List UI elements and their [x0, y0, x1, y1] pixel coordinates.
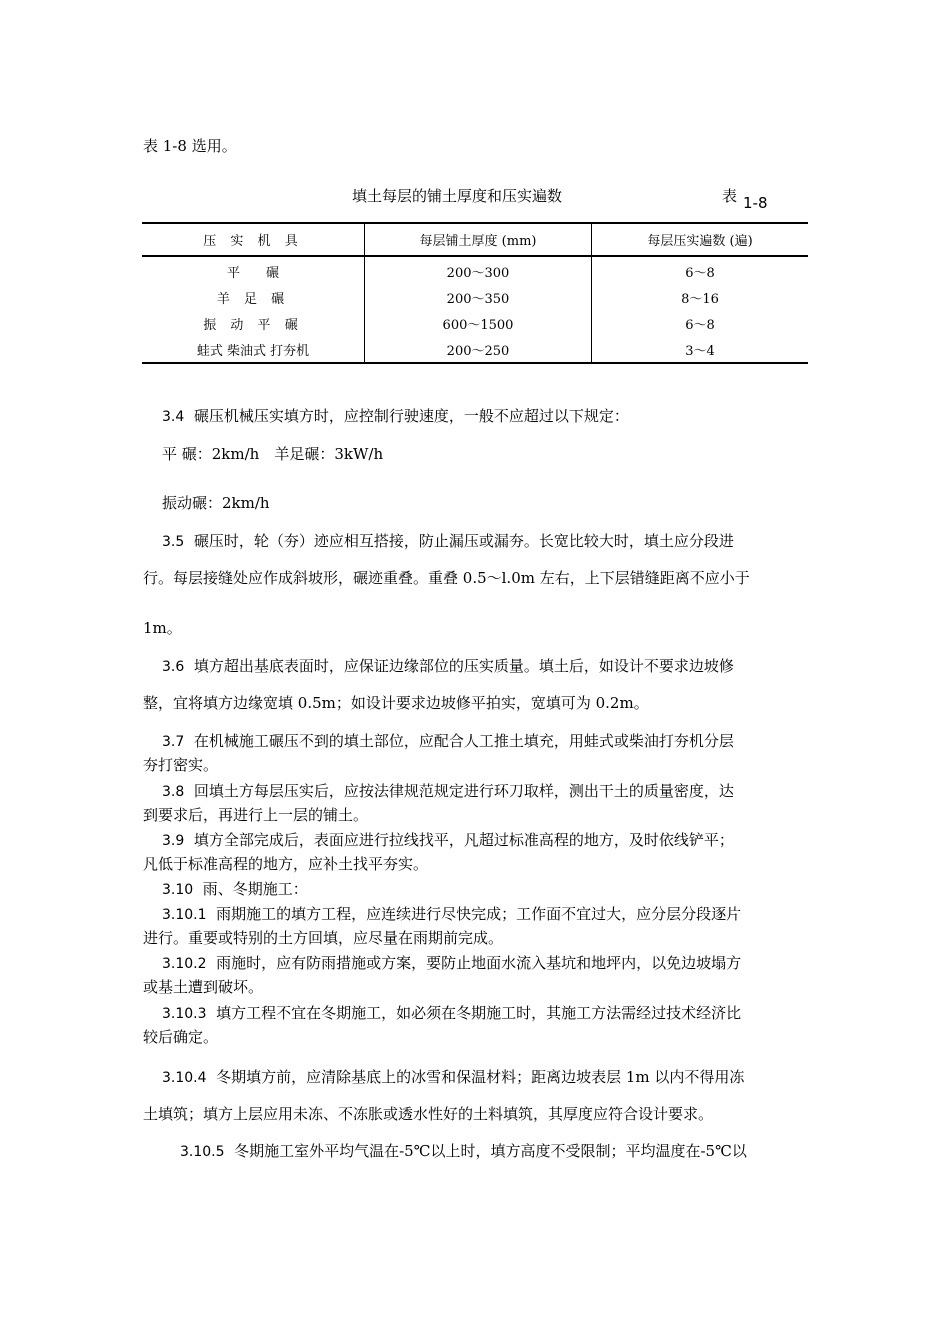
paragraph-3-10-2-line1: 3.10.2 雨施时，应有防雨措施或方案，要防止地面水流入基坑和地坪内，以免边坡塌方 [162, 954, 742, 972]
table-header-row [142, 223, 808, 256]
paragraph-3-9-line2: 凡低于标准高程的地方，应补土找平夯实。 [143, 855, 429, 873]
header-passes: 每层压实遍数 (遍) [592, 223, 809, 256]
paragraph-3-10-3-line1: 3.10.3 填方工程不宜在冬期施工，如必须在冬期施工时，其施工方法需经过技术经济比 [162, 1004, 742, 1022]
cell-thickness: 200～250 [365, 336, 592, 363]
paragraph-3-10-2-line2: 或基土遭到破坏。 [143, 978, 264, 996]
table-row [142, 284, 808, 310]
paragraph-3-4: 3.4 碾压机械压实填方时，应控制行驶速度，一般不应超过以下规定： [162, 407, 629, 425]
table-title: 填土每层的铺土厚度和压实遍数 [352, 187, 563, 205]
table-number: 1-8 [743, 194, 768, 212]
paragraph-3-10-4-line1: 3.10.4 冬期填方前，应清除基底上的冰雪和保温材料；距离边坡表层 1m 以内不得用冻 [162, 1068, 745, 1086]
paragraph-3-9-line1: 3.9 填方全部完成后，表面应进行拉线找平，凡超过标准高程的地方，及时依线铲平； [162, 831, 734, 849]
paragraph-3-8-line2: 到要求后，再进行上一层的铺土。 [143, 806, 369, 824]
speed-limits-1: 平 碾：2km/h 羊足碾：3kW/h [162, 445, 384, 463]
paragraph-3-10: 3.10 雨、冬期施工： [162, 880, 308, 898]
paragraph-3-6-line2: 整，宜将填方边缘宽填 0.5m；如设计要求边坡修平拍实，宽填可为 0.2m。 [143, 694, 649, 712]
table-row [142, 256, 808, 284]
cell-machine: 羊 足 碾 [142, 284, 365, 310]
compaction-table [142, 222, 808, 364]
paragraph-3-10-5-line1: 3.10.5 冬期施工室外平均气温在-5℃以上时，填方高度不受限制；平均温度在-5℃以 [180, 1142, 747, 1160]
cell-passes: 6～8 [685, 317, 715, 333]
cell-machine: 平 碾 [142, 256, 365, 284]
paragraph-3-10-3-line2: 较后确定。 [143, 1028, 219, 1046]
header-machine: 压 实 机 具 [142, 223, 365, 256]
paragraph-3-5-line2: 行。每层接缝处应作成斜坡形，碾迹重叠。重叠 0.5～l.0m 左右，上下层错缝距离不应小于 [143, 569, 750, 587]
paragraph-3-8-line1: 3.8 回填土方每层压实后，应按法律规范规定进行环刀取样，测出干土的质量密度，达 [162, 782, 734, 800]
paragraph-3-6-line1: 3.6 填方超出基底表面时，应保证边缘部位的压实质量。填土后，如设计不要求边坡修 [162, 657, 734, 675]
paragraph-3-7-line1: 3.7 在机械施工碾压不到的填土部位，应配合人工推土填充，用蛙式或柴油打夯机分层 [162, 732, 734, 750]
speed-limits-2: 振动碾：2km/h [162, 494, 270, 512]
paragraph-3-7-line2: 夯打密实。 [143, 756, 219, 774]
paragraph-3-10-1-line2: 进行。重要或特别的土方回填，应尽量在雨期前完成。 [143, 929, 504, 947]
cell-passes: 8～16 [681, 291, 719, 307]
paragraph-3-5-line1: 3.5 碾压时，轮（夯）迹应相互搭接，防止漏压或漏夯。长宽比较大时，填土应分段进 [162, 532, 734, 550]
intro-text: 表 1-8 选用。 [143, 137, 237, 155]
cell-thickness: 200～300 [365, 256, 592, 284]
cell-thickness: 600～1500 [365, 310, 592, 336]
table-row [142, 310, 808, 336]
cell-passes: 3～4 [592, 336, 809, 363]
header-thickness: 每层铺土厚度 (mm) [365, 223, 592, 256]
paragraph-3-5-line3: 1m。 [143, 619, 182, 637]
cell-passes: 6～8 [685, 265, 715, 281]
paragraph-3-10-1-line1: 3.10.1 雨期施工的填方工程，应连续进行尽快完成；工作面不宜过大，应分层分段逐片 [162, 905, 742, 923]
table-row [142, 336, 808, 363]
cell-machine: 蛙式 柴油式 打夯机 [142, 336, 365, 363]
table-label: 表 [722, 187, 738, 205]
cell-machine: 振 动 平 碾 [142, 310, 365, 336]
cell-thickness: 200～350 [365, 284, 592, 310]
paragraph-3-10-4-line2: 土填筑；填方上层应用未冻、不冻胀或透水性好的土料填筑，其厚度应符合设计要求。 [143, 1105, 714, 1123]
